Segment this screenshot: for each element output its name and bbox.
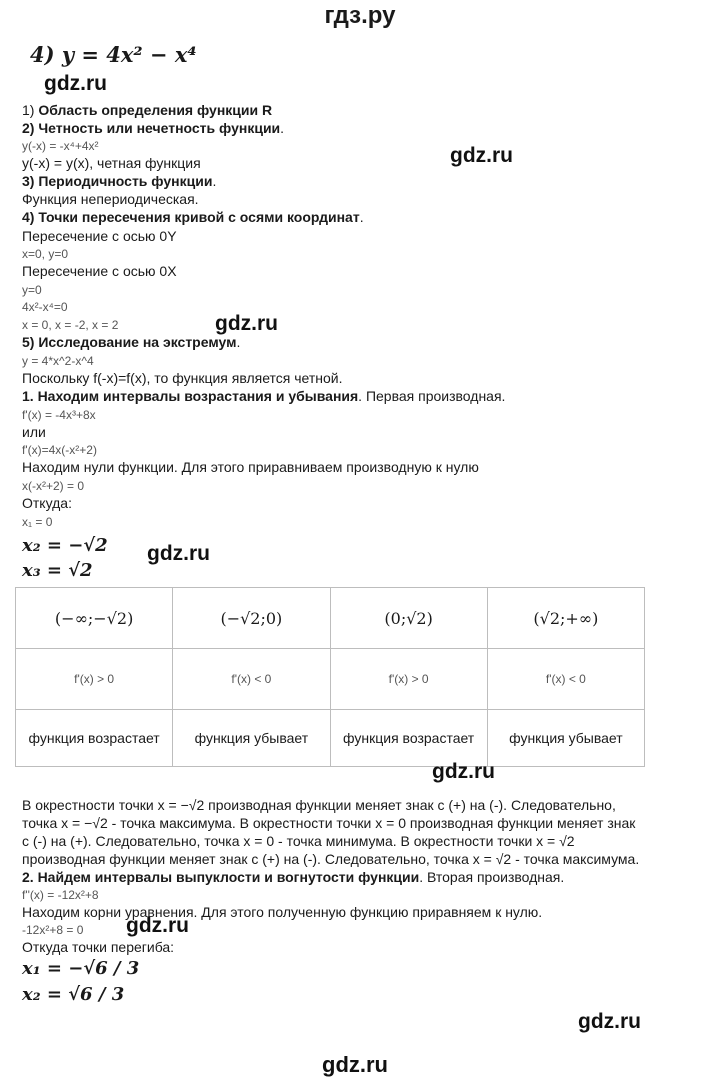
table-cell-behavior: функция возрастает [330, 710, 487, 767]
table-cell-behavior: функция убывает [173, 710, 330, 767]
line-function-def: y = 4*x^2-x^4 [22, 354, 94, 368]
paragraph-line: точка x = −√2 - точка максимума. В окрестности точки x = 0 производная функции меняет знак [22, 815, 636, 831]
line-axis-oy: Пересечение с осью 0Y [22, 228, 177, 244]
paragraph-line: производная функции меняет знак с (+) на (-). Следовательно, точка x = √2 - точка максимума. [22, 851, 640, 867]
watermark: gdz.ru [44, 72, 107, 95]
line-axis-ox: Пересечение с осью 0X [22, 263, 177, 279]
watermark: gdz.ru [578, 1010, 641, 1033]
line-ox-equation: 4x²-x⁴=0 [22, 300, 68, 314]
line-find-roots: Находим корни уравнения. Для этого полученную функцию приравняем к нулю. [22, 904, 543, 920]
table-cell-interval: (√2;+∞) [487, 588, 644, 649]
line-inflection: Откуда точки перегиба: [22, 939, 175, 955]
line-derivative-factored: f'(x)=4x(-x²+2) [22, 443, 97, 457]
line-zero-equation: x(-x²+2) = 0 [22, 479, 85, 493]
line-first-derivative: f'(x) = -4x³+8x [22, 408, 96, 422]
line-periodicity-heading: 3) Периодичность функции. [22, 173, 217, 189]
line-convexity-heading: 2. Найдем интервалы выпуклости и вогнутости функции. Вторая производная. [22, 869, 565, 885]
line-extremum-heading: 5) Исследование на экстремум. [22, 334, 241, 350]
line-oy-values: x=0, y=0 [22, 247, 69, 261]
line-second-equation: -12x²+8 = 0 [22, 923, 84, 937]
task-title: 4) y = 4x² − x⁴ [30, 42, 197, 67]
site-header: гдз.ру [324, 2, 396, 29]
line-x1: x₁ = 0 [22, 515, 53, 529]
line-whence: Откуда: [22, 495, 72, 511]
inflection-x1: x₁ = −√6 / 3 [22, 958, 140, 979]
table-cell-sign: f'(x) > 0 [16, 649, 173, 710]
line-parity-heading: 2) Четность или нечетность функции. [22, 120, 285, 136]
line-parity-result: y(-x) = y(x), четная функция [22, 155, 201, 171]
sign-table [15, 587, 645, 767]
table-cell-interval: (−∞;−√2) [16, 588, 173, 649]
line-intersection-heading: 4) Точки пересечения кривой с осями координат. [22, 209, 364, 225]
table-cell-behavior: функция убывает [487, 710, 644, 767]
line-find-zeros: Находим нули функции. Для этого приравниваем производную к нулю [22, 459, 479, 475]
line-second-derivative: f''(x) = -12x²+8 [22, 888, 99, 902]
line-even-note: Поскольку f(-x)=f(x), то функция является четной. [22, 370, 343, 386]
paragraph-line: с (-) на (+). Следовательно, точка x = 0 - точка минимума. В окрестности точки x = √2 [22, 833, 575, 849]
root-x2: x₂ = −√2 [22, 535, 108, 556]
watermark: gdz.ru [126, 914, 189, 937]
table-cell-sign: f'(x) > 0 [330, 649, 487, 710]
line-domain: 1) Область определения функции R [22, 102, 273, 118]
table-cell-interval: (−√2;0) [173, 588, 330, 649]
table-cell-interval: (0;√2) [330, 588, 487, 649]
line-or: или [22, 424, 46, 440]
table-cell-sign: f'(x) < 0 [173, 649, 330, 710]
line-parity-formula: y(-x) = -x⁴+4x² [22, 139, 99, 153]
inflection-x2: x₂ = √6 / 3 [22, 984, 125, 1005]
table-cell-behavior: функция возрастает [16, 710, 173, 767]
watermark: gdz.ru [215, 312, 278, 335]
line-monotonic-heading: 1. Находим интервалы возрастания и убывания. Первая производная. [22, 388, 506, 404]
watermark: gdz.ru [147, 542, 210, 565]
line-ox-y: y=0 [22, 283, 42, 297]
watermark: gdz.ru [432, 760, 495, 783]
line-ox-roots: x = 0, x = -2, x = 2 [22, 318, 119, 332]
paragraph-line: В окрестности точки x = −√2 производная функции меняет знак с (+) на (-). Следовательно, [22, 797, 616, 813]
table-cell-sign: f'(x) < 0 [487, 649, 644, 710]
watermark: gdz.ru [450, 144, 513, 167]
watermark: gdz.ru [322, 1052, 388, 1077]
line-periodicity-result: Функция непериодическая. [22, 191, 199, 207]
root-x3: x₃ = √2 [22, 560, 93, 581]
